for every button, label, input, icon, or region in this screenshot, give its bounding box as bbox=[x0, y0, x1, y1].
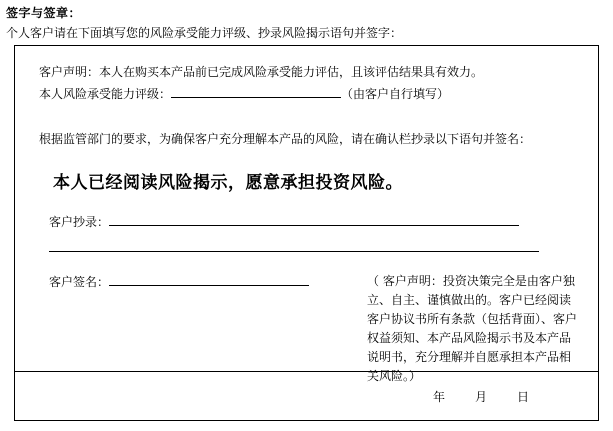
risk-statement: 本人已经阅读风险揭示，愿意承担投资风险。 bbox=[53, 173, 403, 193]
date-day[interactable]: 日 bbox=[517, 390, 560, 404]
requirement-text: 根据监管部门的要求，为确保客户充分理解本产品的风险，请在确认栏抄录以下语句并签名： bbox=[39, 132, 532, 146]
notice-paragraph-start bbox=[367, 272, 579, 386]
transcribe-input-line-2[interactable] bbox=[49, 251, 539, 252]
signature-box-inner bbox=[15, 46, 598, 420]
signature-label: 客户签名： bbox=[49, 275, 110, 289]
notice-text: （ 客户声明：投资决策完全是由客户独立、自主、谨慎做出的。客户已经阅读客户协议书所有条款（包括背面）、客户权益须知、本产品风险揭示书及本产品说明书，充分理解并自愿承担本产品相关风险。） bbox=[367, 274, 578, 383]
rating-hint: （由客户自行填写） bbox=[341, 87, 450, 101]
rating-label: 本人风险承受能力评级： bbox=[39, 87, 172, 101]
transcribe-label: 客户抄录： bbox=[49, 215, 110, 229]
intro-instruction: 个人客户请在下面填写您的风险承受能力评级、抄录风险揭示语句并签字： bbox=[6, 26, 403, 40]
rating-row bbox=[39, 86, 449, 102]
rating-input-line[interactable] bbox=[171, 86, 341, 98]
declaration-text: 客户声明：本人在购买本产品前已完成风险承受能力评估，且该评估结果具有效力。 bbox=[39, 65, 484, 79]
page-title: 签字与签章： bbox=[6, 6, 82, 20]
signature-row bbox=[49, 274, 309, 290]
date-month[interactable]: 月 bbox=[475, 390, 518, 404]
signature-input-line[interactable] bbox=[109, 274, 309, 286]
signature-box bbox=[14, 45, 599, 421]
divider bbox=[15, 371, 598, 372]
transcribe-row bbox=[49, 214, 519, 230]
date-year[interactable]: 年 bbox=[433, 390, 476, 404]
date-fields bbox=[433, 388, 559, 405]
transcribe-input-line-1[interactable] bbox=[109, 214, 519, 226]
